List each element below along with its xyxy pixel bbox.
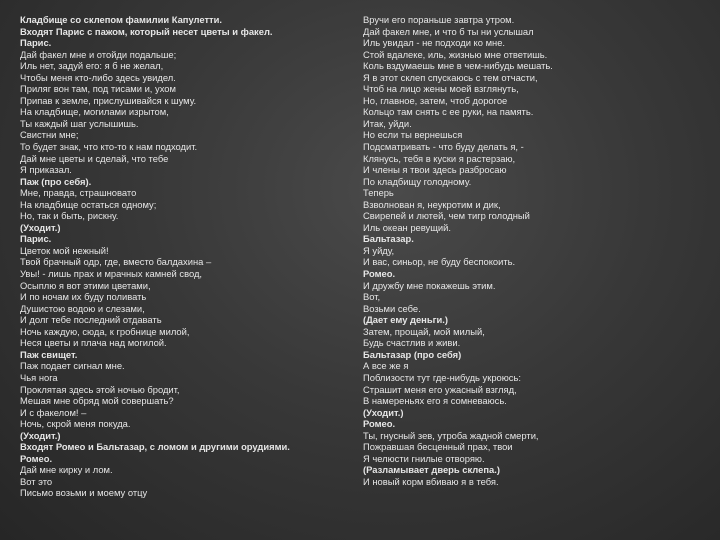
text-line: Чтобы меня кто-либо здесь увидел. <box>20 71 176 83</box>
text-line: Иль нет, задуй его: я б не желал, <box>20 60 164 72</box>
text-line: На кладбище остаться одному; <box>20 198 157 210</box>
text-line: Ночь каждую, сюда, к гробнице милой, <box>20 325 190 337</box>
text-line: Свирепей и лютей, чем тигр голодный <box>363 210 530 222</box>
stage-direction-line: Входят Парис с пажом, который несет цветы и факел. <box>20 25 273 37</box>
text-line: Иль океан ревущий. <box>363 221 452 233</box>
text-line: Страшит меня его ужасный взгляд, <box>363 383 517 395</box>
text-line: Дай мне цветы и сделай, что тебе <box>20 152 169 164</box>
text-line: Я уйду, <box>363 244 395 256</box>
text-line: Ночь, скрой меня покуда. <box>20 418 131 430</box>
stage-direction-line: Бальтазар (про себя) <box>363 348 462 360</box>
stage-direction-line: Паж свищет. <box>20 348 78 360</box>
right-text-column <box>363 14 708 487</box>
text-line: Паж подает сигнал мне. <box>20 360 125 372</box>
text-line: Свистни мне; <box>20 129 79 141</box>
text-line: Цветок мой нежный! <box>20 244 109 256</box>
text-line: Я в этот склеп спускаюсь с тем отчасти, <box>363 71 538 83</box>
text-line: Мне, правда, страшновато <box>20 187 137 199</box>
stage-direction-line: Ромео. <box>363 268 396 280</box>
text-line: На кладбище, могилами изрытом, <box>20 106 169 118</box>
stage-direction-line: Парис. <box>20 37 52 49</box>
left-text-column <box>20 14 350 499</box>
stage-direction-line: (Разламывает дверь склепа.) <box>363 464 500 476</box>
text-line: Вот, <box>363 291 381 303</box>
stage-direction-line: Входят Ромео и Бальтазар, с ломом и другими орудиями. <box>20 441 290 453</box>
stage-direction-line: Бальтазар. <box>363 233 414 245</box>
text-line: Взволнован я, неукротим и дик, <box>363 198 501 210</box>
text-line: Пожравшая бесценный прах, твои <box>363 441 513 453</box>
text-line: В намереньях его я сомневаюсь. <box>363 395 507 407</box>
text-line: Но, главное, затем, чтоб дорогое <box>363 94 508 106</box>
text-line: Ты каждый шаг услышишь. <box>20 117 139 129</box>
text-line: И дружбу мне покажешь этим. <box>363 279 496 291</box>
text-line: Чья нога <box>20 371 58 383</box>
text-line: Письмо возьми и моему отцу <box>20 487 148 499</box>
text-line: Но если ты вернешься <box>363 129 463 141</box>
text-line: Но, так и быть, рискну. <box>20 210 119 222</box>
text-line: Поблизости тут где-нибудь укроюсь: <box>363 371 521 383</box>
text-line: Будь счастлив и живи. <box>363 337 461 349</box>
text-line: Иль увидал - не подходи ко мне. <box>363 37 506 49</box>
text-line: По кладбищу голодному. <box>363 175 472 187</box>
text-line: И вас, синьор, не буду беспокоить. <box>363 256 516 268</box>
text-line: Я челюсти гнилые отворяю. <box>363 452 485 464</box>
text-line: Увы! - лишь прах и мрачных камней свод, <box>20 268 203 280</box>
stage-direction-line: Ромео. <box>20 452 53 464</box>
text-line: Неся цветы и плача над могилой. <box>20 337 167 349</box>
text-line: Приляг вон там, под тисами и, ухом <box>20 83 176 95</box>
text-line: А все же я <box>363 360 409 372</box>
text-line: Припав к земле, прислушивайся к шуму. <box>20 94 197 106</box>
text-line: Осыплю я вот этими цветами, <box>20 279 151 291</box>
text-line: И с факелом! – <box>20 406 87 418</box>
text-line: Затем, прощай, мой милый, <box>363 325 485 337</box>
text-line: Ты, гнусный зев, утроба жадной смерти, <box>363 429 539 441</box>
text-line: Дай факел мне и отойди подальше; <box>20 48 177 60</box>
text-line: Чтоб на лицо жены моей взглянуть, <box>363 83 519 95</box>
text-line: Вручи его пораньше завтра утром. <box>363 14 515 25</box>
text-line: Теперь <box>363 187 394 199</box>
text-line: Стой вдалеке, иль, жизнью мне ответишь. <box>363 48 548 60</box>
text-line: Кольцо там снять с ее руки, на память. <box>363 106 534 118</box>
text-line: То будет знак, что кто-то к нам подходит. <box>20 141 198 153</box>
text-line: Дай мне кирку и лом. <box>20 464 113 476</box>
text-line: Подсматривать - что буду делать я, - <box>363 141 524 153</box>
text-line: Возьми себе. <box>363 302 421 314</box>
text-line: Твой брачный одр, где, вместо балдахина – <box>20 256 212 268</box>
text-line: И новый корм вбиваю я в тебя. <box>363 475 499 487</box>
stage-direction-line: (Уходит.) <box>20 221 61 233</box>
stage-direction-line: (Уходит.) <box>363 406 404 418</box>
text-line: Итак, уйди. <box>363 117 412 129</box>
text-line: Вот это <box>20 475 53 487</box>
stage-direction-line: Паж (про себя). <box>20 175 92 187</box>
text-line: И долг тебе последний отдавать <box>20 314 162 326</box>
text-line: Клянусь, тебя в куски я растерзаю, <box>363 152 516 164</box>
stage-direction-line: (Дает ему деньги.) <box>363 314 449 326</box>
text-line: Дай факел мне, и что б ты ни услышал <box>363 25 534 37</box>
text-line: И члены я твои здесь разбросаю <box>363 164 507 176</box>
text-line: Душистою водою и слезами, <box>20 302 145 314</box>
text-line: Проклятая здесь этой ночью бродит, <box>20 383 180 395</box>
stage-direction-line: (Уходит.) <box>20 429 61 441</box>
stage-direction-line: Парис. <box>20 233 52 245</box>
stage-direction-line: Ромео. <box>363 418 396 430</box>
text-line: Я приказал. <box>20 164 72 176</box>
stage-direction-line: Кладбище со склепом фамилии Капулетти. <box>20 14 223 25</box>
text-line: Мешая мне обряд мой совершать? <box>20 395 174 407</box>
text-line: И по ночам их буду поливать <box>20 291 147 303</box>
text-line: Коль вздумаешь мне в чем-нибудь мешать. <box>363 60 553 72</box>
